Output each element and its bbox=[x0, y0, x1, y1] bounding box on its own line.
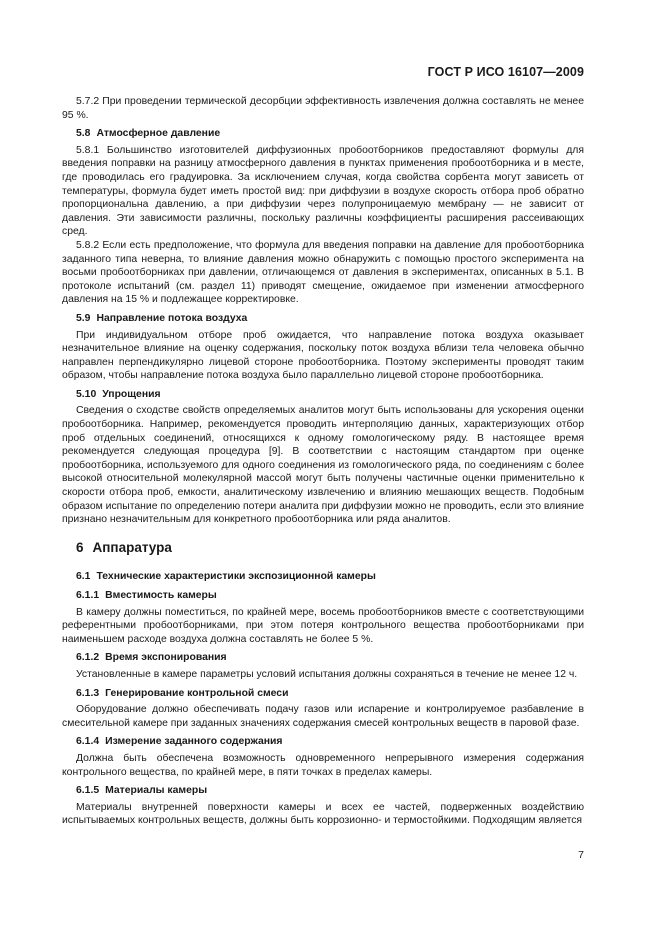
heading-section-6 bbox=[62, 541, 584, 555]
heading-number: 5.10 bbox=[76, 388, 97, 400]
heading-6-1-3 bbox=[62, 687, 584, 701]
heading-number: 5.8 bbox=[76, 128, 91, 140]
heading-title: Измерение заданного содержания bbox=[105, 736, 283, 748]
heading-title: Время экспонирования bbox=[105, 652, 227, 664]
heading-5-9 bbox=[62, 312, 584, 326]
heading-6-1-5 bbox=[62, 784, 584, 798]
heading-5-8 bbox=[62, 127, 584, 141]
heading-title: Атмосферное давление bbox=[96, 128, 221, 140]
heading-6-1-4 bbox=[62, 735, 584, 749]
paragraph-5-8-2: 5.8.2 Если есть предположение, что формула для введения поправки на давление для пробоотборника заданного типа неверна, то влияние давления можно обнаружить с помощью простого эксперимента на восьми пробоотборниках при давлении, отличающемся от давления в экспериментах, описанных в 5.1. В протоколе испытаний (см. раздел 11) приводят смещение, ожидаемое при изменении атмосферного давления на 15 % и подлежащее корректировке. bbox=[62, 239, 584, 306]
heading-number: 6.1.2 bbox=[76, 652, 100, 664]
heading-number: 5.9 bbox=[76, 312, 91, 324]
heading-number: 6 bbox=[76, 539, 84, 555]
heading-number: 6.1.3 bbox=[76, 687, 100, 699]
heading-6-1-1 bbox=[62, 589, 584, 603]
heading-5-10 bbox=[62, 388, 584, 402]
heading-title: Генерирование контрольной смеси bbox=[105, 687, 289, 699]
paragraph-6-1-5: Материалы внутренней поверхности камеры и всех ее частей, подверженных воздействию испытываемых контрольных веществ, должны быть коррозионно- и термостойкими. Подходящим является bbox=[62, 801, 584, 827]
paragraph-5-7-2: 5.7.2 При проведении термической десорбции эффективность извлечения должна составлять не менее 95 %. bbox=[62, 96, 584, 121]
standard-header: ГОСТ Р ИСО 16107—2009 bbox=[427, 65, 584, 79]
paragraph-5-10: Сведения о сходстве свойств определяемых аналитов могут быть использованы для ускорения оценки пробоотборника. Например, рекомендуется проводить интерполяцию данных, характеризующих отбор проб отдельных соединений, относящихся к одному гомологическому ряду. В настоящее время рекомендуется следующая процедура [9]. В соответствии с настоящим стандартом при оценке пробоотборника, используемого для одного соединения из гомологического ряда, по соединениям с более высокой относительной молекулярной массой могут быть получены частичные оценки применительно к скорости отбора проб, емкости, аналитическому извлечению и влиянию мешающих веществ. Подобным образом испытание по определению потери аналита при диффузии можно не проводить, если это влияние признано незначительным для конкретного пробоотборника или ряда аналитов. bbox=[62, 405, 584, 526]
paragraph-5-8-1: 5.8.1 Большинство изготовителей диффузионных пробоотборников предоставляют формулы для введения поправки на разницу атмосферного давления в пунктах применения пробоотборника и в месте, где проводилась его градуировка. За исключением случая, когда свойства сорбента могут зависеть от температуры, формула будет иметь простой вид: при диффузии в воздухе скорость отбора проб обратно пропорциональна давлению, а при диффузии через полупроницаемую мембрану — не зависит от давления. Эти зависимости различны, поскольку различны коэффициенты расширения рассеивающих сред. bbox=[62, 144, 584, 238]
heading-title: Технические характеристики экспозиционной камеры bbox=[96, 571, 376, 583]
heading-number: 6.1.5 bbox=[76, 785, 100, 797]
heading-number: 6.1 bbox=[76, 571, 91, 583]
page-content bbox=[62, 95, 584, 828]
page-number: 7 bbox=[578, 849, 584, 861]
paragraph-5-9: При индивидуальном отборе проб ожидается, что направление потока воздуха оказывает незначительное влияние на оценку содержания, поскольку поток воздуха вблизи тела человека обычно направлен перпендикулярно лицевой стороне пробоотборника. Поэтому эксперименты проводят таким образом, чтобы направление потока воздуха было параллельно лицевой стороне пробоотборника. bbox=[62, 329, 584, 382]
paragraph-6-1-1: В камеру должны поместиться, по крайней мере, восемь пробоотборников вместе с соответствующими референтными пробоотборниками, при этом потеря контрольного вещества пробоотборниками при наименьшем расходе воздуха должна составлять не более 5 %. bbox=[62, 606, 584, 645]
heading-title: Материалы камеры bbox=[105, 785, 208, 797]
heading-6-1 bbox=[62, 570, 584, 584]
heading-title: Направление потока воздуха bbox=[96, 312, 248, 324]
paragraph-6-1-3: Оборудование должно обеспечивать подачу газов или испарение и контролируемое разбавление в смесительной камере при заданных значениях содержания смесей контрольных веществ в паровой фазе. bbox=[62, 704, 584, 729]
heading-number: 6.1.4 bbox=[76, 736, 100, 748]
heading-title: Аппаратура bbox=[92, 539, 172, 555]
heading-6-1-2 bbox=[62, 651, 584, 665]
paragraph-6-1-2: Установленные в камере параметры условий испытания должны сохраняться в течение не менее 12 ч. bbox=[76, 668, 578, 680]
heading-title: Упрощения bbox=[102, 388, 161, 400]
paragraph-6-1-4: Должна быть обеспечена возможность одновременного непрерывного измерения содержания контрольного вещества, по крайней мере, в пяти точках в пределах камеры. bbox=[62, 752, 584, 778]
heading-number: 6.1.1 bbox=[76, 590, 100, 601]
heading-title: Вместимость камеры bbox=[105, 590, 217, 601]
